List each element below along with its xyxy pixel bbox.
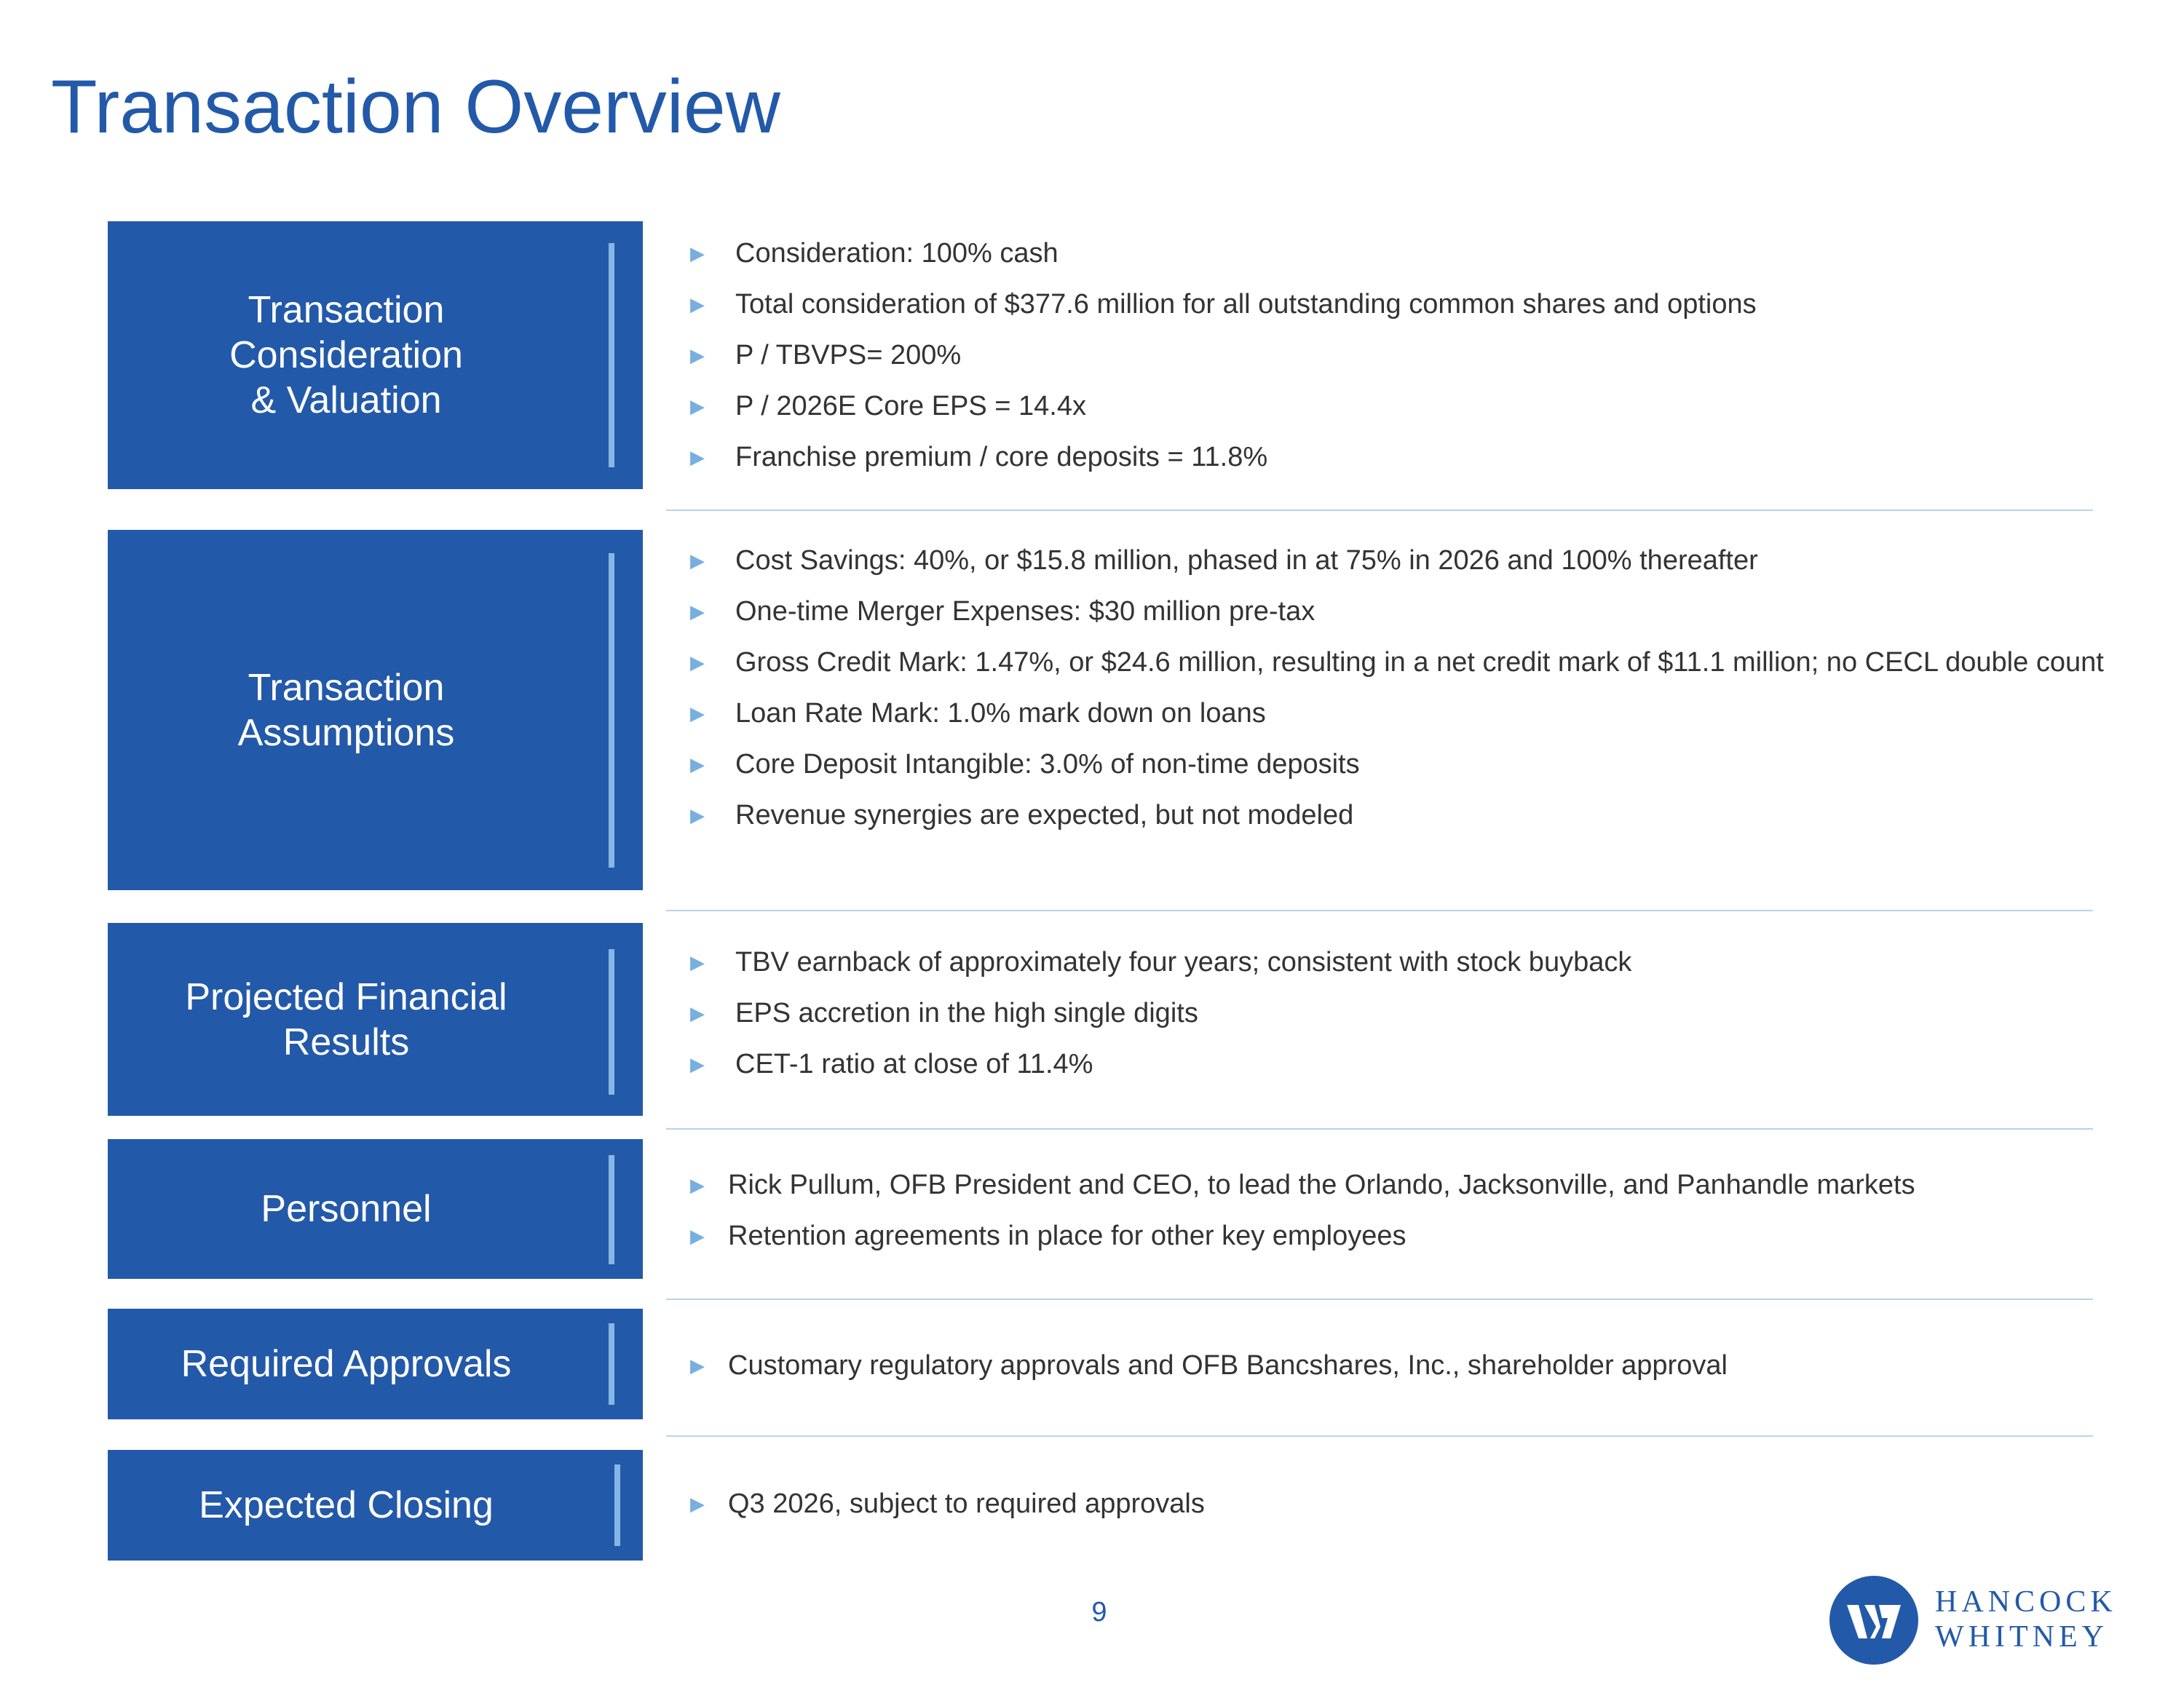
bullet-text: P / 2026E Core EPS = 14.4x — [735, 391, 1086, 421]
bullet-arrow-icon: ▶ — [690, 804, 705, 826]
section-label-text: Expected Closing — [199, 1484, 494, 1526]
section-divider — [666, 1435, 2093, 1437]
label-accent-bar — [609, 243, 614, 467]
bullet-text: Rick Pullum, OFB President and CEO, to lead the Orlando, Jacksonville, and Panhandle markets — [728, 1170, 1915, 1200]
bullet-item — [677, 1345, 2104, 1386]
section-content-personnel — [677, 1165, 2104, 1266]
bullet-text: Franchise premium / core deposits = 11.8% — [735, 442, 1268, 472]
bullet-arrow-icon: ▶ — [690, 1225, 705, 1247]
bullet-item — [677, 993, 2104, 1034]
bullet-item — [677, 1044, 2104, 1085]
bullet-text: One-time Merger Expenses: $30 million pre-tax — [735, 596, 1315, 627]
bullet-item — [677, 437, 2104, 477]
bullet-item — [677, 591, 2104, 632]
bullet-text: Loan Rate Mark: 1.0% mark down on loans — [735, 698, 1266, 729]
section-label-text: Required Approvals — [181, 1343, 512, 1385]
section-divider — [666, 1299, 2093, 1300]
bullet-text: Consideration: 100% cash — [735, 238, 1059, 269]
bullet-item — [677, 744, 2104, 785]
section-content-assumptions — [677, 540, 2104, 846]
section-content-consideration — [677, 233, 2104, 488]
wordmark-line-2: WHITNEY — [1935, 1620, 2108, 1654]
bullet-arrow-icon: ▶ — [690, 753, 705, 775]
section-label-required-approvals — [108, 1309, 643, 1419]
section-label-text: Projected Financial Results — [185, 975, 507, 1063]
bullet-item — [677, 386, 2104, 427]
bullet-text: TBV earnback of approximately four years; consistent with stock buyback — [735, 947, 1632, 978]
bullet-item — [677, 540, 2104, 581]
label-accent-bar — [609, 553, 614, 868]
bullet-text: Gross Credit Mark: 1.47%, or $24.6 million, resulting in a net credit mark of $11.1 million; no CECL double count — [735, 647, 2104, 678]
hancock-whitney-logo-icon — [1829, 1576, 1918, 1665]
bullet-arrow-icon: ▶ — [690, 1053, 705, 1075]
bullet-item — [677, 233, 2104, 274]
bullet-text: CET-1 ratio at close of 11.4% — [735, 1049, 1093, 1079]
bullet-arrow-icon: ▶ — [690, 1493, 705, 1515]
page-number: 9 — [1091, 1597, 1107, 1627]
bullet-item — [677, 642, 2104, 683]
bullet-arrow-icon: ▶ — [690, 1174, 705, 1196]
bullet-arrow-icon: ▶ — [690, 395, 705, 417]
section-label-consideration — [108, 221, 643, 489]
bullet-arrow-icon: ▶ — [690, 446, 705, 468]
bullet-arrow-icon: ▶ — [690, 242, 705, 264]
bullet-item — [677, 335, 2104, 376]
bullet-arrow-icon: ▶ — [690, 651, 705, 673]
bullet-arrow-icon: ▶ — [690, 702, 705, 724]
bullet-text: Cost Savings: 40%, or $15.8 million, phased in at 75% in 2026 and 100% thereafter — [735, 545, 1758, 576]
bullet-text: EPS accretion in the high single digits — [735, 998, 1198, 1028]
section-divider — [666, 910, 2093, 911]
section-content-required-approvals — [677, 1345, 2104, 1396]
bullet-text: Q3 2026, subject to required approvals — [728, 1488, 1205, 1519]
label-accent-bar — [614, 1464, 620, 1546]
section-label-text: Transaction Consideration & Valuation — [229, 289, 463, 421]
bullet-text: Customary regulatory approvals and OFB Bancshares, Inc., shareholder approval — [728, 1350, 1728, 1381]
bullet-arrow-icon: ▶ — [690, 1355, 705, 1376]
company-wordmark — [1935, 1585, 2117, 1654]
bullet-item — [677, 284, 2104, 325]
label-accent-bar — [609, 1323, 614, 1405]
bullet-arrow-icon: ▶ — [690, 293, 705, 315]
bullet-text: P / TBVPS= 200% — [735, 340, 962, 370]
bullet-item — [677, 1165, 2104, 1205]
bullet-item — [677, 693, 2104, 734]
label-accent-bar — [609, 1155, 614, 1264]
section-label-text: Transaction Assumptions — [237, 666, 455, 754]
section-label-personnel — [108, 1139, 643, 1279]
bullet-arrow-icon: ▶ — [690, 550, 705, 571]
section-label-projected-results — [108, 923, 643, 1116]
bullet-item — [677, 942, 2104, 983]
page-title: Transaction Overview — [51, 65, 780, 149]
bullet-text: Total consideration of $377.6 million for all outstanding common shares and options — [735, 289, 1757, 320]
bullet-text: Revenue synergies are expected, but not modeled — [735, 800, 1354, 830]
bullet-arrow-icon: ▶ — [690, 344, 705, 366]
section-divider — [666, 510, 2093, 511]
bullet-item — [677, 795, 2104, 836]
bullet-text: Retention agreements in place for other key employees — [728, 1221, 1406, 1251]
wordmark-line-1: HANCOCK — [1935, 1585, 2117, 1619]
bullet-arrow-icon: ▶ — [690, 1002, 705, 1024]
bullet-arrow-icon: ▶ — [690, 600, 705, 622]
section-label-assumptions — [108, 530, 643, 890]
section-content-expected-closing — [677, 1483, 2104, 1534]
section-label-text: Personnel — [261, 1188, 432, 1230]
label-accent-bar — [609, 949, 614, 1095]
bullet-item — [677, 1483, 2104, 1524]
bullet-item — [677, 1216, 2104, 1256]
section-divider — [666, 1128, 2093, 1130]
bullet-arrow-icon: ▶ — [690, 951, 705, 973]
section-content-projected-results — [677, 942, 2104, 1095]
bullet-text: Core Deposit Intangible: 3.0% of non-time deposits — [735, 749, 1360, 780]
section-label-expected-closing — [108, 1450, 643, 1561]
